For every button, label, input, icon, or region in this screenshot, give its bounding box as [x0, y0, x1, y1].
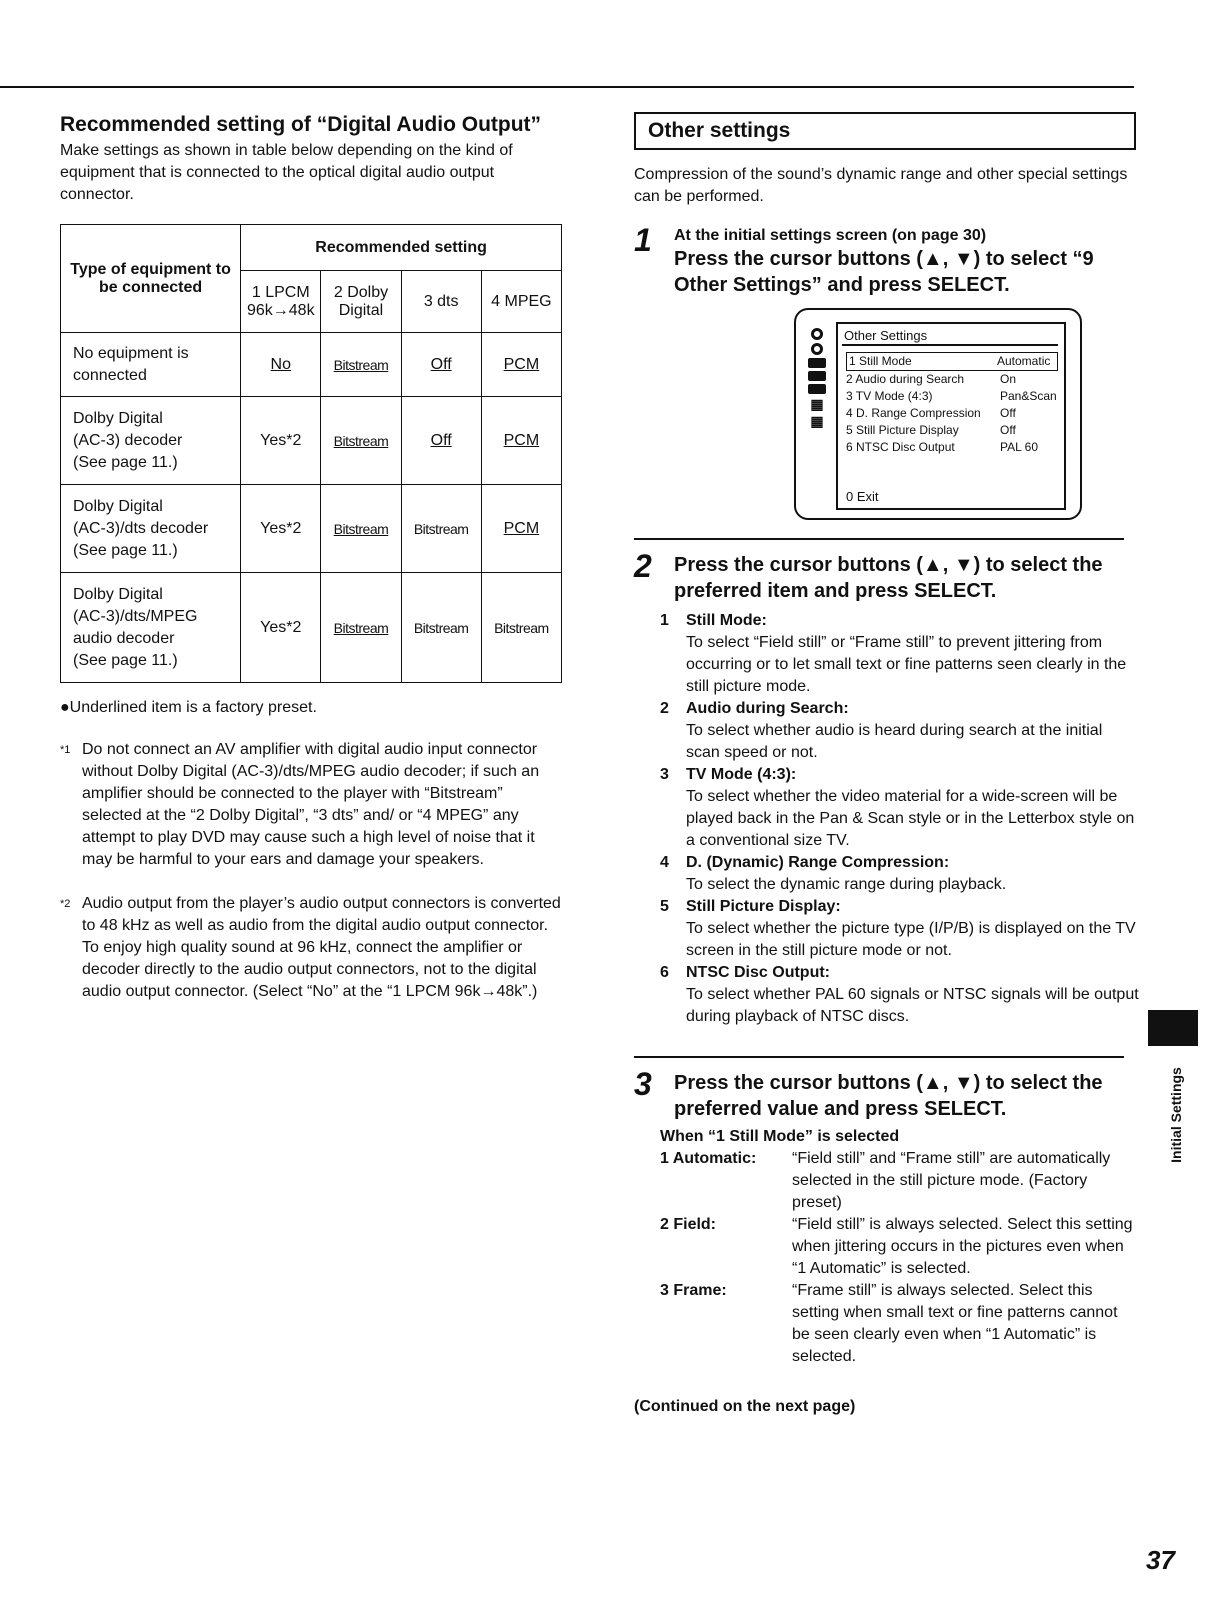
intro-text: Make settings as shown in table below depending on the kind of equipment that is connected to the optical digital audio output connector. [60, 142, 513, 203]
step-number: 1 [634, 222, 652, 258]
section-side-label: Initial Settings [1168, 1067, 1184, 1163]
factory-preset-note: ●Underlined item is a factory preset. [60, 699, 317, 716]
table-row: Dolby Digital (AC-3) decoder (See page 11.) Yes*2 Bitstream Off PCM [61, 397, 562, 485]
table-row: Dolby Digital (AC-3)/dts decoder (See page 11.) Yes*2 Bitstream Bitstream PCM [61, 485, 562, 573]
list-item: 2 Audio during Search: To select whether audio is heard during search at the initial scan speed or not. [660, 700, 1103, 761]
table-row: No equipment is connected No Bitstream Off PCM [61, 333, 562, 397]
col-header-dts: 3 dts [401, 271, 481, 333]
tape-icon [808, 371, 826, 381]
osd-exit-item[interactable]: 0 Exit [846, 489, 879, 504]
col-header-lpcm: 1 LPCM 96k→48k [241, 271, 321, 333]
disc-icon [811, 343, 823, 355]
left-column [60, 112, 562, 1003]
settings-icon: ▦ [810, 413, 824, 429]
footnote-1: *1 Do not connect an AV amplifier with digital audio input connector without Dolby Digital (AC-3)/dts/MPEG audio decoder; if such an amplifier should be connected to the player with “Bitstream” selected at the “2 Dolby Digital”, “3 dts” and/ or “4 MPEG” any attempt to play DVD may cause such a high level of noise that it may be harmful to your ears and damage your speakers. [60, 741, 540, 868]
step-3: 3 Press the cursor buttons (▲, ▼) to select the preferred value and press SELECT. [634, 1066, 1103, 1120]
group-header: Recommended setting [241, 225, 562, 271]
disc-icon [811, 328, 823, 340]
col-header-dolby: 2 Dolby Digital [321, 271, 401, 333]
top-rule [0, 86, 1134, 88]
footnote-1-mark: *1 [60, 744, 71, 756]
list-item: 1 Automatic: “Field still” and “Frame still” are automatically selected in the still picture mode. (Factory preset) [660, 1150, 1111, 1211]
list-item: 2 Field: “Field still” is always selected. Select this setting when jittering occurs in the pictures even when “1 Automatic” is selected. [660, 1216, 1133, 1277]
step-divider [634, 538, 1124, 540]
step-number: 3 [634, 1066, 652, 1102]
item-list [634, 610, 1139, 1028]
osd-icon-strip [806, 328, 828, 428]
col-header-mpeg: 4 MPEG [481, 271, 561, 333]
tape-icon [808, 358, 826, 368]
step-divider [634, 1056, 1124, 1058]
continued-note: (Continued on the next page) [634, 1398, 856, 1415]
row-header: Type of equipment to be connected [61, 225, 241, 333]
step-2: 2 Press the cursor buttons (▲, ▼) to select the preferred item and press SELECT. [634, 548, 1103, 602]
right-column [634, 112, 1139, 1416]
section-tab-marker [1148, 1010, 1198, 1046]
other-settings-title: Other settings [634, 112, 1136, 150]
tape-icon [808, 384, 826, 394]
osd-menu-list [846, 352, 1058, 456]
table-row: Dolby Digital (AC-3)/dts/MPEG audio decoder (See page 11.) Yes*2 Bitstream Bitstream Bitstream [61, 573, 562, 683]
osd-menu-item[interactable]: 4 D. Range Compression Off [846, 406, 1016, 420]
page-number: 37 [1146, 1545, 1175, 1575]
list-item: 5 Still Picture Display: To select whether the picture type (I/P/B) is displayed on the TV screen in the still picture mode or not. [660, 898, 1136, 959]
list-item: 6 NTSC Disc Output: To select whether PAL 60 signals or NTSC signals will be output during playback of NTSC discs. [660, 964, 1139, 1025]
value-list-subheading: When “1 Still Mode” is selected [660, 1128, 900, 1145]
value-list [634, 1126, 1139, 1368]
other-settings-intro: Compression of the sound’s dynamic range and other special settings can be performed. [634, 166, 1128, 205]
section-heading-digital-audio: Recommended setting of “Digital Audio Output” [60, 113, 542, 136]
recommended-settings-table [60, 224, 562, 683]
osd-menu-item[interactable]: 3 TV Mode (4:3) Pan&Scan [846, 389, 1057, 403]
step-1: 1 At the initial settings screen (on page 30) Press the cursor buttons (▲, ▼) to select “9 Other Settings” and press SELECT. [634, 222, 1094, 296]
list-item: 4 D. (Dynamic) Range Compression: To select the dynamic range during playback. [660, 854, 1007, 893]
list-item: 3 TV Mode (4:3): To select whether the video material for a wide-screen will be played back in the Pan & Scan style or in the Letterbox style on a conventional size TV. [660, 766, 1135, 849]
list-item: 3 Frame: “Frame still” is always selected. Select this setting when small text or fine patterns cannot be seen clearly even when “1 Automatic” is selected. [660, 1282, 1118, 1365]
step-number: 2 [634, 548, 652, 584]
osd-menu-item[interactable]: 2 Audio during Search On [846, 372, 1017, 386]
osd-menu-title: Other Settings [844, 328, 928, 343]
footnote-2: *2 Audio output from the player’s audio output connectors is converted to 48 kHz as well as audio from the digital audio output connector. To enjoy high quality sound at 96 kHz, connect the amplifier or decoder directly to the audio output connectors, not to the digital audio output connector. (Select “No” at the “1 LPCM 96k→48k”.) [60, 895, 561, 1000]
list-item: 1 Still Mode: To select “Field still” or “Frame still” to prevent jittering from occurring or to let small text or fine patterns seen clearly in the still picture mode. [660, 612, 1127, 695]
osd-menu-item-selected[interactable]: 1 Still Mode Automatic [846, 352, 1058, 371]
osd-menu-item[interactable]: 6 NTSC Disc Output PAL 60 [846, 440, 1039, 454]
footnote-2-mark: *2 [60, 898, 71, 910]
osd-menu-panel [836, 322, 1066, 510]
settings-icon: ▦ [810, 396, 824, 412]
osd-screen-illustration [794, 308, 1082, 520]
osd-menu-item[interactable]: 5 Still Picture Display Off [846, 423, 1016, 437]
